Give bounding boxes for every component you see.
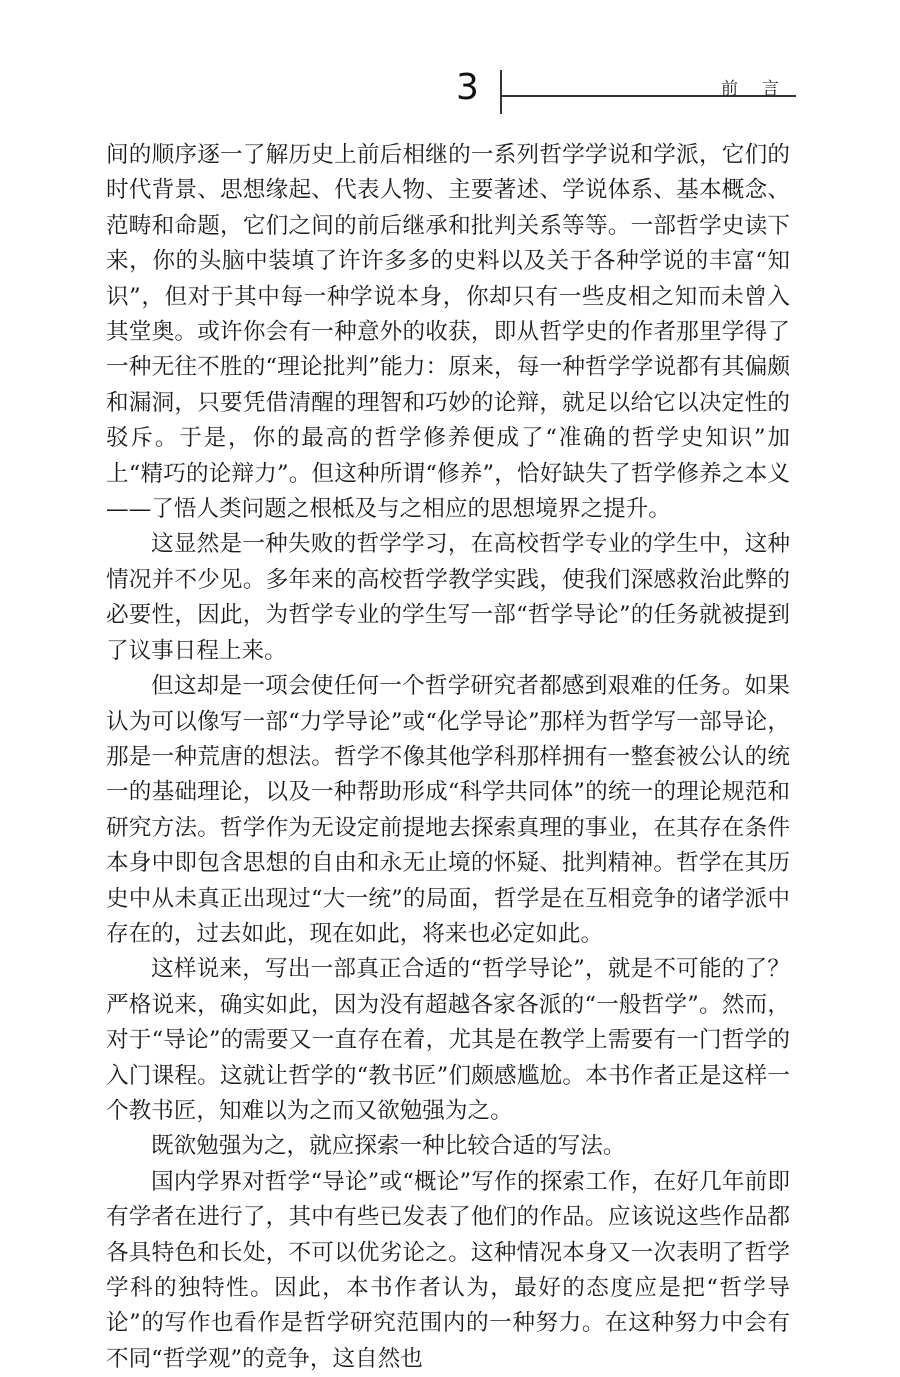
page-number: 3	[456, 67, 479, 108]
paragraph: 国内学界对哲学“导论”或“概论”写作的探索工作，在好几年前即有学者在进行了，其中有些已发表了他们的作品。应该说这些作品都各具特色和长处，不可以优劣论之。这种情况本身又一次表明了哲学学科的独特性。因此，本书作者认为，最好的态度应是把“哲学导论”的写作也看作是哲学研究范围内的一种努力。在这种努力中会有不同“哲学观”的竞争，这自然也	[106, 1168, 790, 1372]
paragraph: 既欲勉强为之，就应探索一种比较合适的写法。	[151, 1133, 626, 1160]
running-head: 前言	[721, 79, 803, 99]
body-text	[106, 138, 790, 1377]
paragraph: 但这却是一项会使任何一个哲学研究者都感到艰难的任务。如果认为可以像写一部“力学导论”或“化学导论”那样为哲学写一部导论，那是一种荒唐的想法。哲学不像其他学科那样拥有一整套被公认的统一的基础理论，以及一种帮助形成“科学共同体”的统一的理论规范和研究方法。哲学作为无设定前提地去探索真理的事业，在其存在条件本身中即包含思想的自由和永无止境的怀疑、批判精神。哲学在其历史中从未真正出现过“大一统”的局面，哲学是在互相竞争的诸学派中存在的，过去如此，现在如此，将来也必定如此。	[106, 673, 790, 947]
header-divider-vertical	[500, 70, 502, 114]
paragraph: 这显然是一种失败的哲学学习，在高校哲学专业的学生中，这种情况并不少见。多年来的高校哲学教学实践，使我们深感救治此弊的必要性，因此，为哲学专业的学生写一部“哲学导论”的任务就被提到了议事日程上来。	[106, 531, 790, 664]
paragraph: 这样说来，写出一部真正合适的“哲学导论”，就是不可能的了？严格说来，确实如此，因为没有超越各家各派的“一般哲学”。然而，对于“导论”的需要又一直存在着，尤其是在教学上需要有一门哲学的入门课程。这就让哲学的“教书匠”们颇感尴尬。本书作者正是这样一个教书匠，知难以为之而又欲勉强为之。	[106, 956, 790, 1124]
paragraph-continued: 间的顺序逐一了解历史上前后相继的一系列哲学学说和学派，它们的时代背景、思想缘起、代表人物、主要著述、学说体系、基本概念、范畴和命题，它们之间的前后继承和批判关系等等。一部哲学史读下来，你的头脑中装填了许许多多的史料以及关于各种学说的丰富“知识”，但对于其中每一种学说本身，你却只有一些皮相之知而未曾入其堂奥。或许你会有一种意外的收获，即从哲学史的作者那里学得了一种无往不胜的“理论批判”能力：原来，每一种哲学学说都有其偏颇和漏洞，只要凭借清醒的理智和巧妙的论辩，就足以给它以决定性的驳斥。于是，你的最高的哲学修养便成了“准确的哲学史知识”加上“精巧的论辩力”。但这种所谓“修养”，恰好缺失了哲学修养之本义——了悟人类问题之根柢及与之相应的思想境界之提升。	[106, 142, 790, 523]
